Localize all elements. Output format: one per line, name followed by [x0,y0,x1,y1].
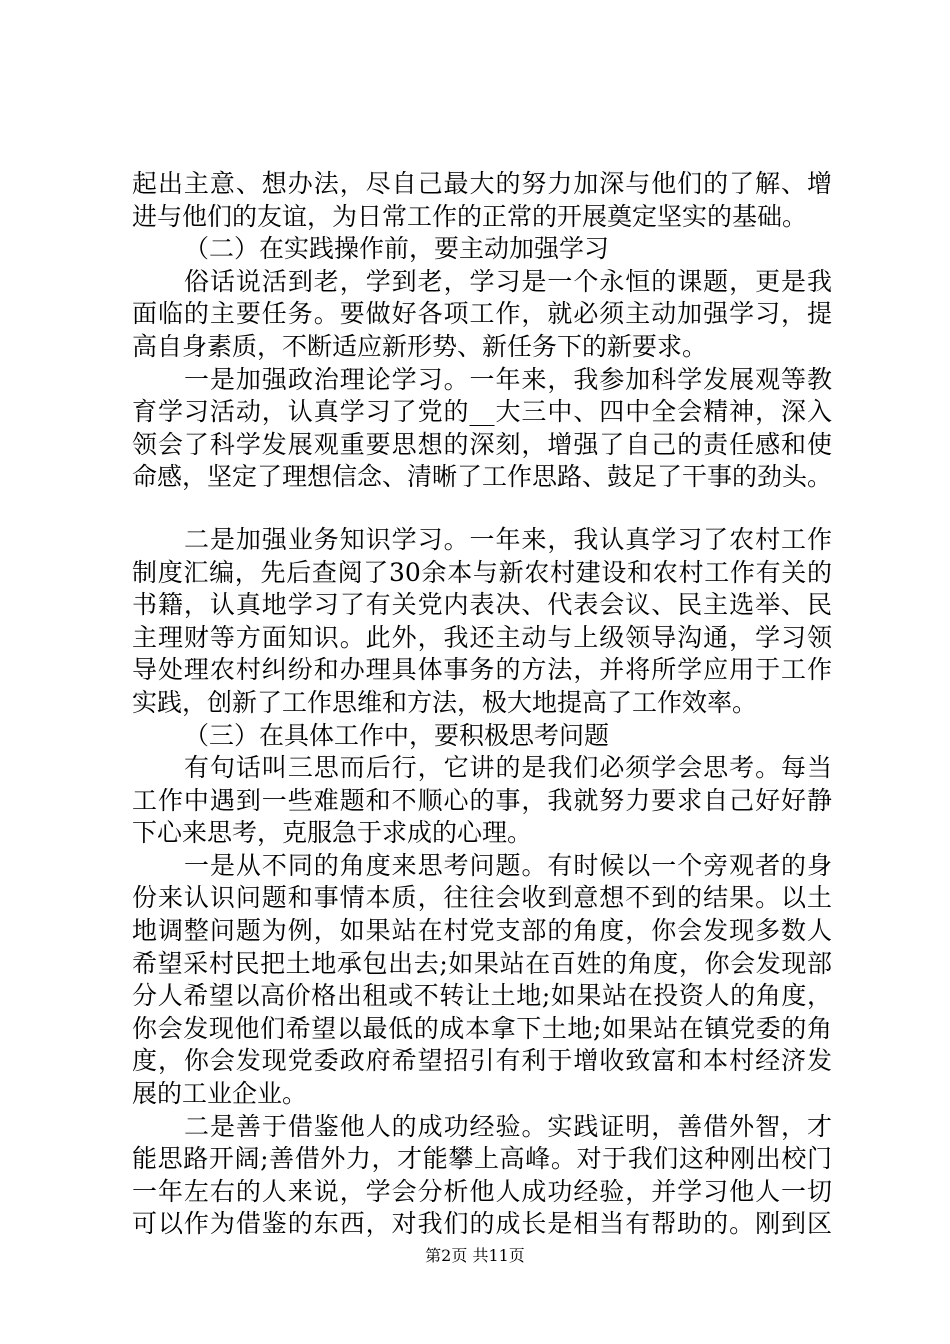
text-line: 份来认识问题和事情本质，往往会收到意想不到的结果。以土 [132,883,832,913]
paragraph-first-line: 二是善于借鉴他人的成功经验。实践证明，善借外智，才 [184,1111,832,1141]
paragraph-first-line: 俗话说活到老，学到老，学习是一个永恒的课题，更是我 [184,266,832,296]
text-line: 一年左右的人来说，学会分析他人成功经验，并学习他人一切 [132,1176,832,1206]
text-line: 能思路开阔;善借外力，才能攀上高峰。对于我们这种刚出校门 [132,1144,832,1174]
text-line: 制度汇编，先后查阅了30余本与新农村建设和农村工作有关的 [132,557,832,587]
section-heading: （二）在实践操作前，要主动加强学习 [184,234,610,264]
text-line: 书籍，认真地学习了有关党内表决、代表会议、民主选举、民 [132,590,832,620]
text-line: 育学习活动，认真学习了党的__大三中、四中全会精神，深入 [132,397,832,427]
text-line: 高自身素质，不断适应新形势、新任务下的新要求。 [132,331,708,361]
text-line: 分人希望以高价格出租或不转让土地;如果站在投资人的角度， [132,981,832,1011]
paragraph-first-line: 二是加强业务知识学习。一年来，我认真学习了农村工作 [184,524,832,554]
text-line: 面临的主要任务。要做好各项工作，就必须主动加强学习，提 [132,299,832,329]
text-line: 度，你会发现党委政府希望招引有利于增收致富和本村经济发 [132,1046,832,1076]
text-line: 你会发现他们希望以最低的成本拿下土地;如果站在镇党委的角 [132,1013,832,1043]
paragraph-first-line: 有句话叫三思而后行，它讲的是我们必须学会思考。每当 [184,753,832,783]
paragraph-first-line: 一是加强政治理论学习。一年来，我参加科学发展观等教 [184,364,832,394]
text-line: 实践，创新了工作思维和方法，极大地提高了工作效率。 [132,687,758,717]
document-body [132,168,832,1241]
text-line: 命感，坚定了理想信念、清晰了工作思路、鼓足了干事的劲头。 [132,462,833,492]
page-footer [0,1246,950,1266]
text-line: 下心来思考，克服急于求成的心理。 [132,818,533,848]
section-heading: （三）在具体工作中，要积极思考问题 [184,720,610,750]
text-line: 起出主意、想办法，尽自己最大的努力加深与他们的了解、增 [132,169,832,198]
text-line: 展的工业企业。 [132,1079,308,1109]
text-line: 进与他们的友谊，为日常工作的正常的开展奠定坚实的基础。 [132,201,808,231]
text-line: 主理财等方面知识。此外，我还主动与上级领导沟通，学习领 [132,622,832,652]
text-line: 地调整问题为例，如果站在村党支部的角度，你会发现多数人 [132,916,832,946]
text-line: 可以作为借鉴的东西，对我们的成长是相当有帮助的。刚到区 [132,1209,832,1239]
page-number: 第2页 共11页 [425,1246,525,1265]
paragraph-first-line: 一是从不同的角度来思考问题。有时候以一个旁观者的身 [184,850,832,880]
text-line: 工作中遇到一些难题和不顺心的事，我就努力要求自己好好静 [132,785,832,815]
text-line: 希望采村民把土地承包出去;如果站在百姓的角度，你会发现部 [132,948,832,978]
paragraph-gap [132,494,832,524]
text-line: 领会了科学发展观重要思想的深刻，增强了自己的责任感和使 [132,429,832,459]
text-line: 导处理农村纠纷和办理具体事务的方法，并将所学应用于工作 [132,655,832,685]
